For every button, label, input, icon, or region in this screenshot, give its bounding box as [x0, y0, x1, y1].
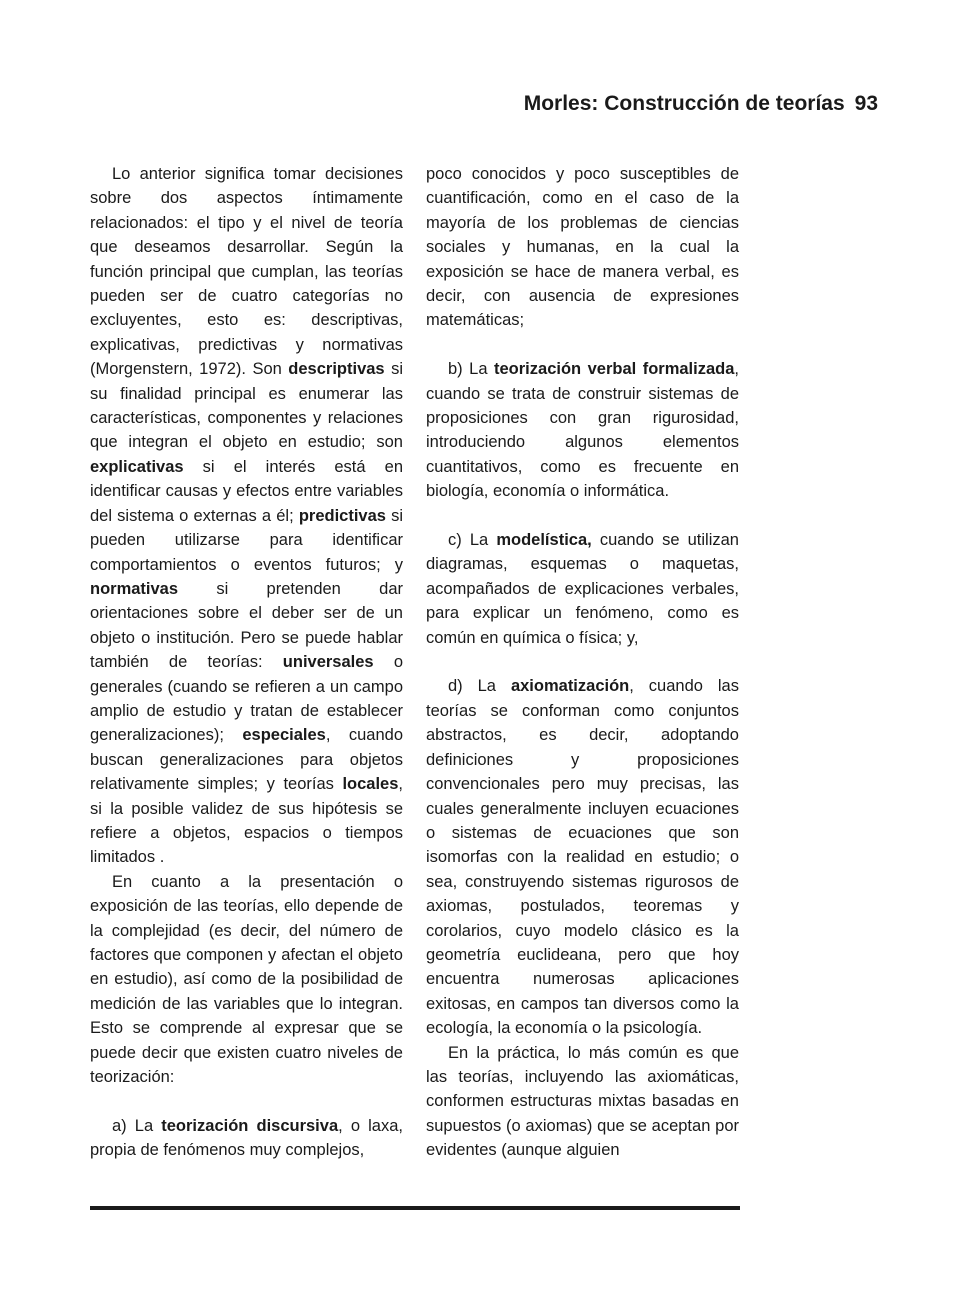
header-title: Morles: Construcción de teorías — [523, 92, 845, 115]
term-axiomatizacion: axiomatización — [510, 677, 630, 696]
term-explicativas: explicativas — [90, 457, 184, 476]
running-header — [470, 92, 878, 116]
paragraph-level-b: b) La teorización verbal formalizada, cuando se trata de construir sistemas de proposiciones con gran rigurosidad, introduciendo algunos elementos cuantitativos, como es frecuente en biología, economía o informática. — [426, 360, 739, 501]
paragraph-level-a-continued: poco conocidos y poco susceptibles de cuantificación, como en el caso de la mayoría de los problemas de ciencias sociales y humanas, en la cual la exposición se hace de manera verbal, es decir, con ausencia de expresiones matemáticas; — [426, 165, 739, 330]
paragraph-theory-types: Lo anterior significa tomar decisiones sobre dos aspectos íntimamente relacionados: el tipo y el nivel de teoría que deseamos desarrollar. Según la función principal que cumplan, las teorías pueden ser de cuatro categorías no excluyentes, esto es: descriptivas, explicativas, predictivas y normativas (Morgenstern, 1972). Son descriptivas si su finalidad principal es enumerar las características, componentes y relaciones que integran el objeto en estudio; son explicativas si el interés está en identificar causas y efectos entre variables del sistema o externas a él; predictivas si pueden utilizarse para identificar comportamientos o eventos futuros; y normativas si pretenden dar orientaciones sobre el deber ser de un objeto o institución. Pero se puede hablar también de teorías: universales o generales (cuando se refieren a un campo amplio de estudio y tratan de establecer generalizaciones); especiales, cuando buscan generalizaciones para objetos relativamente simples; y teorías locales, si la posible validez de sus hipótesis se refiere a objetos, espacios o tiempos limitados . — [90, 165, 404, 867]
paragraph-level-a: a) La teorización discursiva, o laxa, propia de fenómenos muy complejos, — [90, 1116, 403, 1160]
footer-rule — [90, 1206, 740, 1210]
paragraph-practice: En la práctica, lo más común es que las teorías, incluyendo las axiomáticas, conformen estructuras mixtas basadas en supuestos (o axiomas) que se aceptan por evidentes (aunque alguien — [426, 1043, 739, 1160]
term-locales: locales — [342, 775, 399, 794]
term-especiales: especiales — [242, 726, 326, 745]
paragraph-level-d: d) La axiomatización, cuando las teorías se conforman como conjuntos abstractos, es decir, adoptando definiciones y proposiciones convencionales pero muy precisas, las cuales generalmente incluyen ecuaciones o sistemas de ecuaciones que son isomorfas con la realidad en estudio; o sea, construyendo sistemas rigurosos de axiomas, postulados, teoremas y corolarios, cuyo modelo clásico es la geometría euclideana, pero que hoy encuentra numerosas aplicaciones exitosas, en campos tan diversos como la ecología, la economía o la psicología. — [426, 677, 739, 1038]
left-column — [90, 162, 403, 1163]
term-modelistica: modelística, — [496, 531, 592, 550]
term-teorizacion-verbal: teorización verbal formalizada — [494, 360, 735, 379]
term-universales: universales — [282, 653, 374, 672]
page-number: 93 — [854, 92, 878, 115]
right-column — [426, 162, 739, 1163]
term-predictivas: predictivas — [298, 506, 386, 525]
paragraph-level-c: c) La modelística, cuando se utilizan diagramas, esquemas o maquetas, acompañados de explicaciones verbales, para explicar un fenómeno, como es común en química o física; y, — [426, 531, 739, 647]
term-teorizacion-discursiva: teorización discursiva — [161, 1116, 339, 1135]
term-normativas: normativas — [90, 579, 179, 598]
paragraph-presentation: En cuanto a la presentación o exposición de las teorías, ello depende de la complejidad (es decir, del número de factores que componen y afectan el objeto en estudio), así como de la posibilidad de medición de las variables que lo integran. Esto se comprende al expresar que se puede decir que existen cuatro niveles de teorización: — [90, 872, 403, 1087]
term-descriptivas: descriptivas — [288, 360, 385, 379]
